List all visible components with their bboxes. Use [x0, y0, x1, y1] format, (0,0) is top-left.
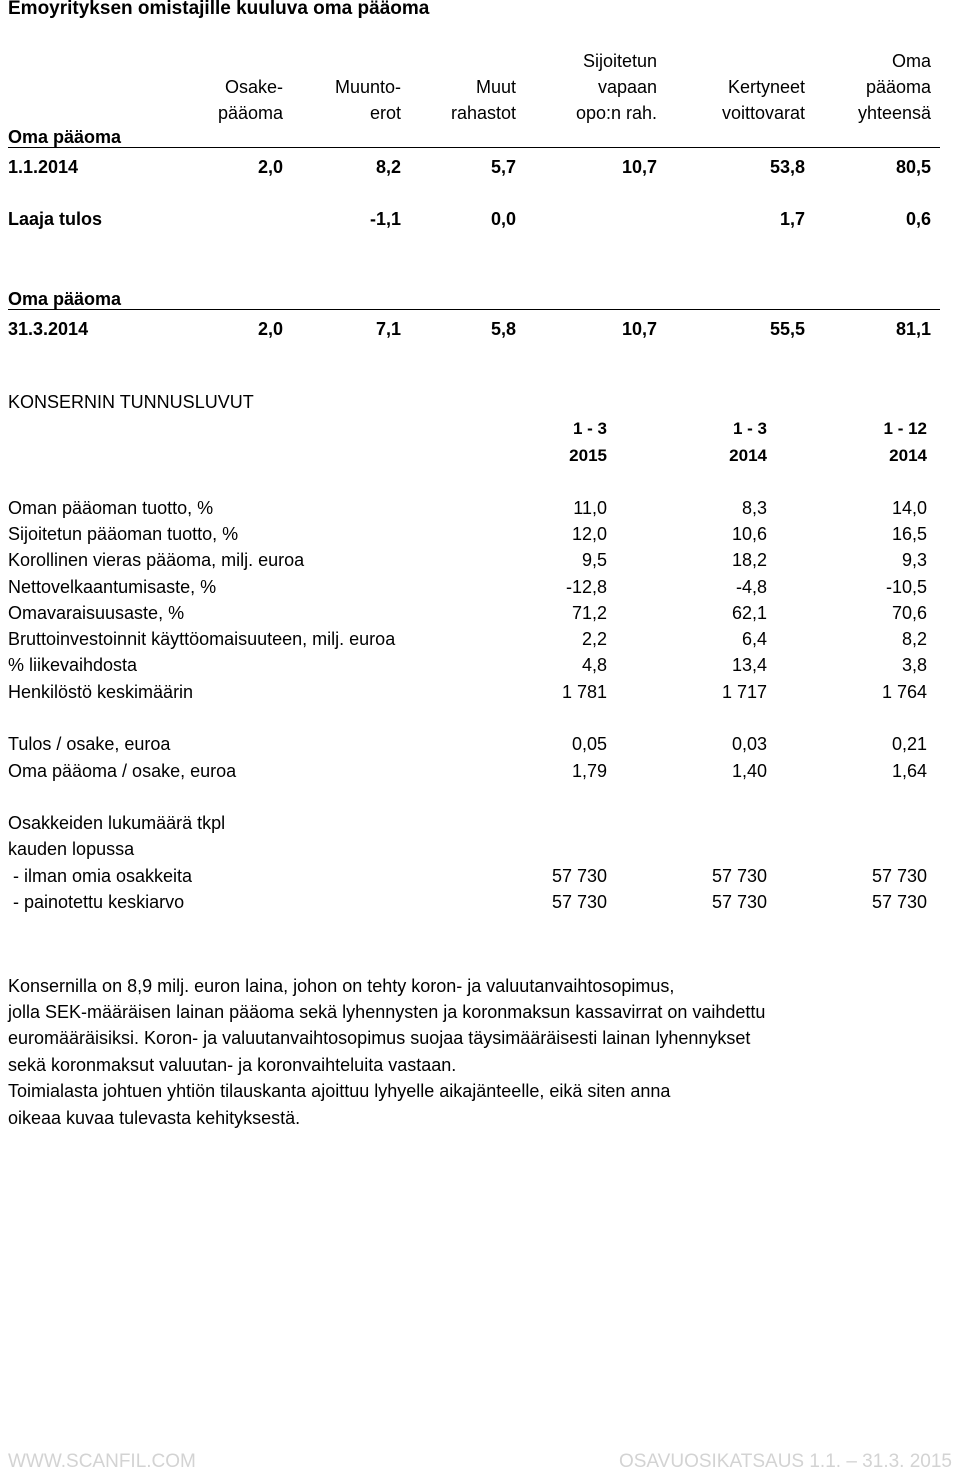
- kpi-row-value: -12,8: [565, 577, 607, 597]
- kpi-row-label: Sijoitetun pääoman tuotto, %: [8, 524, 239, 544]
- note-line: Konsernilla on 8,9 milj. euron laina, johon on tehty koron- ja valuutanvaihtosopimus,: [8, 976, 675, 996]
- equity-column-header: Kertyneet: [727, 77, 805, 97]
- note-line: oikeaa kuvaa tulevasta kehityksestä.: [8, 1108, 301, 1128]
- equity-column-header: Sijoitetun: [582, 51, 657, 71]
- opening-balance-value: 10,7: [621, 157, 657, 177]
- equity-rule-top: [8, 147, 940, 148]
- kpi-row-value: 1,64: [891, 761, 927, 781]
- closing-balance-value: 10,7: [621, 319, 657, 339]
- equity-rule-bottom: [8, 309, 940, 310]
- opening-balance-value: 53,8: [769, 157, 805, 177]
- kpi-row-label: Bruttoinvestoinnit käyttöomaisuuteen, milj. euroa: [8, 629, 396, 649]
- opening-balance-value: 2,0: [257, 157, 283, 177]
- equity-column-header: pääoma: [217, 103, 283, 123]
- kpi-row-label: Osakkeiden lukumäärä tkpl: [8, 813, 226, 833]
- opening-balance-date: 1.1.2014: [8, 157, 79, 177]
- closing-balance-value: 2,0: [257, 319, 283, 339]
- kpi-row-value: 62,1: [731, 603, 767, 623]
- kpi-row-value: 57 730: [871, 892, 927, 912]
- kpi-row-label: Oman pääoman tuotto, %: [8, 498, 214, 518]
- equity-column-header: rahastot: [450, 103, 516, 123]
- equity-column-header: Muunto-: [334, 77, 401, 97]
- note-line: Toimialasta johtuen yhtiön tilauskanta ajoittuu lyhyelle aikajänteelle, eikä siten anna: [8, 1081, 671, 1101]
- closing-balance-value: 55,5: [769, 319, 805, 339]
- closing-balance-value: 5,8: [490, 319, 516, 339]
- equity-column-header: yhteensä: [857, 103, 931, 123]
- kpi-row-value: 9,3: [901, 550, 927, 570]
- kpi-row-value: 1,40: [731, 761, 767, 781]
- kpi-row-value: 57 730: [871, 866, 927, 886]
- footer-report-title: OSAVUOSIKATSAUS 1.1. – 31.3. 2015: [618, 1451, 952, 1472]
- closing-balance-value: 81,1: [895, 319, 931, 339]
- equity-column-header: opo:n rah.: [575, 103, 657, 123]
- comprehensive-income-value: 0,6: [905, 209, 931, 229]
- kpi-row-value: 0,21: [891, 734, 927, 754]
- kpi-row-label: Omavaraisuusaste, %: [8, 603, 185, 623]
- kpi-row-value: 11,0: [573, 498, 607, 518]
- kpi-row-value: 3,8: [901, 655, 927, 675]
- equity-title: Emoyrityksen omistajille kuuluva oma pääoma: [8, 0, 430, 19]
- kpi-period-range: 1 - 3: [572, 419, 607, 438]
- kpi-row-label: - painotettu keskiarvo: [8, 892, 185, 912]
- kpi-row-value: 8,3: [741, 498, 767, 518]
- kpi-row-label: Oma pääoma / osake, euroa: [8, 761, 237, 781]
- opening-balance-label: Oma pääoma: [8, 127, 122, 147]
- kpi-row-value: -4,8: [735, 577, 767, 597]
- kpi-row-value: 57 730: [711, 866, 767, 886]
- kpi-row-value: 9,5: [581, 550, 607, 570]
- kpi-row-value: 4,8: [581, 655, 607, 675]
- kpi-period-range: 1 - 12: [883, 419, 927, 438]
- closing-balance-value: 7,1: [375, 319, 401, 339]
- kpi-row-value: 8,2: [901, 629, 927, 649]
- kpi-row-value: 12,0: [571, 524, 607, 544]
- kpi-row-label: - ilman omia osakkeita: [8, 866, 193, 886]
- kpi-row-value: 57 730: [551, 866, 607, 886]
- kpi-row-value: 6,4: [741, 629, 767, 649]
- footer-website: WWW.SCANFIL.COM: [8, 1451, 196, 1472]
- kpi-row-value: 0,03: [731, 734, 767, 754]
- kpi-row-value: 13,4: [731, 655, 767, 675]
- equity-column-header: Muut: [475, 77, 516, 97]
- kpi-row-label: Henkilöstö keskimäärin: [8, 682, 194, 702]
- kpi-row-value: 57 730: [711, 892, 767, 912]
- comprehensive-income-value: 1,7: [779, 209, 805, 229]
- kpi-title: KONSERNIN TUNNUSLUVUT: [8, 392, 254, 412]
- kpi-period-year: 2015: [569, 446, 607, 465]
- kpi-row-value: 16,5: [891, 524, 927, 544]
- equity-column-header: voittovarat: [721, 103, 805, 123]
- comprehensive-income-label: Laaja tulos: [8, 209, 103, 229]
- equity-column-header: vapaan: [597, 77, 657, 97]
- note-line: euromääräisiksi. Koron- ja valuutanvaihtosopimus suojaa täysimääräisesti lainan lyhennykset: [8, 1028, 751, 1048]
- closing-balance-label: Oma pääoma: [8, 289, 122, 309]
- kpi-row-label: Nettovelkaantumisaste, %: [8, 577, 217, 597]
- kpi-period-year: 2014: [729, 446, 767, 465]
- equity-column-header: Osake-: [224, 77, 283, 97]
- opening-balance-value: 80,5: [895, 157, 931, 177]
- note-line: sekä koronmaksut valuutan- ja koronvaihteluita vastaan.: [8, 1055, 457, 1075]
- kpi-row-value: 57 730: [551, 892, 607, 912]
- kpi-row-value: 14,0: [891, 498, 927, 518]
- kpi-row-value: 18,2: [731, 550, 767, 570]
- kpi-row-value: 70,6: [891, 603, 927, 623]
- comprehensive-income-value: -1,1: [369, 209, 401, 229]
- kpi-row-value: 10,6: [731, 524, 767, 544]
- kpi-row-label: kauden lopussa: [8, 839, 135, 859]
- kpi-row-label: Korollinen vieras pääoma, milj. euroa: [8, 550, 305, 570]
- comprehensive-income-value: 0,0: [490, 209, 516, 229]
- kpi-row-value: -10,5: [885, 577, 927, 597]
- kpi-row-value: 2,2: [581, 629, 607, 649]
- kpi-row-value: 71,2: [571, 603, 607, 623]
- kpi-row-value: 1 781: [561, 682, 607, 702]
- equity-column-header: erot: [369, 103, 401, 123]
- kpi-row-value: 1,79: [571, 761, 607, 781]
- opening-balance-value: 8,2: [375, 157, 401, 177]
- kpi-period-year: 2014: [889, 446, 927, 465]
- kpi-period-range: 1 - 3: [732, 419, 767, 438]
- opening-balance-value: 5,7: [490, 157, 516, 177]
- kpi-row-value: 1 764: [881, 682, 927, 702]
- kpi-row-label: % liikevaihdosta: [8, 655, 138, 675]
- equity-column-header: Oma: [891, 51, 931, 71]
- kpi-row-value: 1 717: [721, 682, 767, 702]
- closing-balance-date: 31.3.2014: [8, 319, 89, 339]
- kpi-row-value: 0,05: [571, 734, 607, 754]
- note-line: jolla SEK-määräisen lainan pääoma sekä lyhennysten ja koronmaksun kassavirrat on vaihdettu: [8, 1002, 766, 1022]
- kpi-row-label: Tulos / osake, euroa: [8, 734, 171, 754]
- equity-column-header: pääoma: [865, 77, 931, 97]
